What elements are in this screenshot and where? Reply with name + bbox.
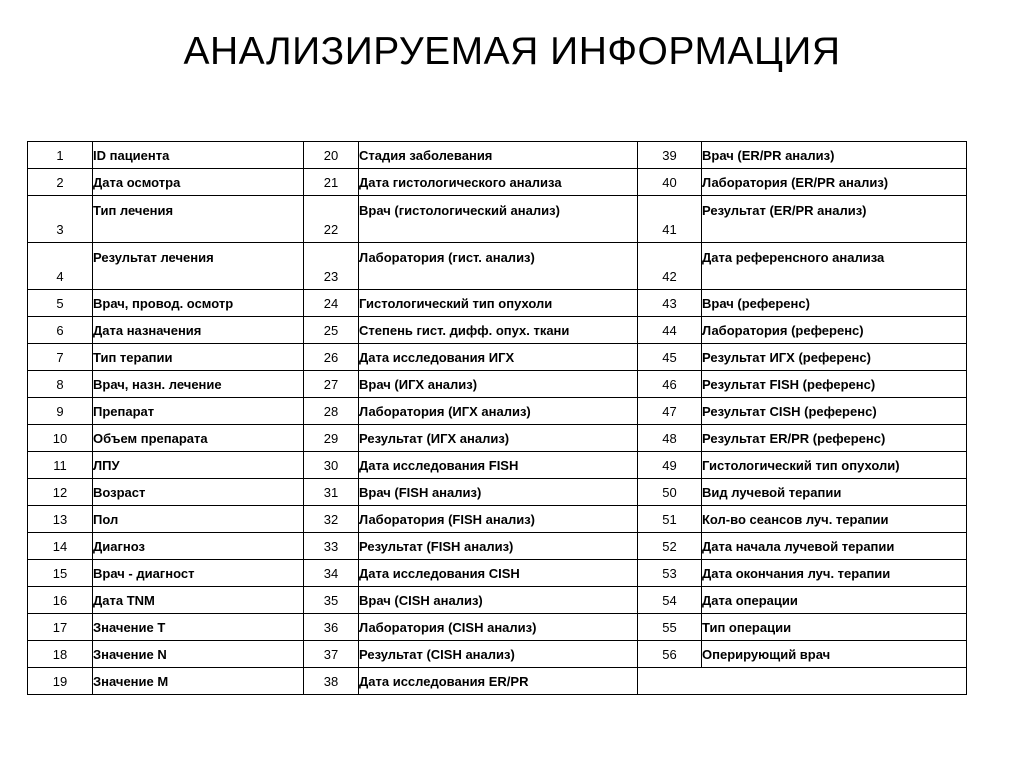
item-number: 19 [28, 668, 93, 695]
item-label: Врач, провод. осмотр [93, 290, 304, 317]
item-label: Тип терапии [93, 344, 304, 371]
item-label: Врач (гистологический анализ) [359, 196, 638, 243]
item-number: 33 [304, 533, 359, 560]
item-number: 44 [638, 317, 702, 344]
table-row [28, 243, 967, 290]
item-label: Значение M [93, 668, 304, 695]
item-number: 15 [28, 560, 93, 587]
item-label: Дата референсного анализа [702, 243, 967, 290]
item-label: Оперирующий врач [702, 641, 967, 668]
item-number: 32 [304, 506, 359, 533]
item-number: 11 [28, 452, 93, 479]
item-label: Значение N [93, 641, 304, 668]
item-label: Врач (ER/PR анализ) [702, 142, 967, 169]
item-label: Дата назначения [93, 317, 304, 344]
item-number: 23 [304, 243, 359, 290]
item-number: 4 [28, 243, 93, 290]
item-label: Результат ER/PR (референс) [702, 425, 967, 452]
item-label: Степень гист. дифф. опух. ткани [359, 317, 638, 344]
table-row [28, 533, 967, 560]
item-number: 26 [304, 344, 359, 371]
table-row [28, 425, 967, 452]
item-label: Врач (референс) [702, 290, 967, 317]
item-number: 12 [28, 479, 93, 506]
item-label: Дата исследования CISH [359, 560, 638, 587]
item-number: 17 [28, 614, 93, 641]
table-row [28, 614, 967, 641]
item-label: Врач (FISH анализ) [359, 479, 638, 506]
item-label: Дата начала лучевой терапии [702, 533, 967, 560]
item-number: 35 [304, 587, 359, 614]
table-row [28, 344, 967, 371]
item-label: Объем препарата [93, 425, 304, 452]
table-row [28, 371, 967, 398]
item-number: 51 [638, 506, 702, 533]
item-label: Гистологический тип опухоли [359, 290, 638, 317]
item-number: 49 [638, 452, 702, 479]
item-label: Дата исследования ER/PR [359, 668, 638, 695]
item-number: 34 [304, 560, 359, 587]
item-label: Дата исследования FISH [359, 452, 638, 479]
item-label: Врач (ИГХ анализ) [359, 371, 638, 398]
table-row [28, 560, 967, 587]
item-number: 56 [638, 641, 702, 668]
item-number: 21 [304, 169, 359, 196]
item-number: 28 [304, 398, 359, 425]
item-label: Результат (CISH анализ) [359, 641, 638, 668]
item-label: Врач - диагност [93, 560, 304, 587]
item-number: 30 [304, 452, 359, 479]
item-label: Результат CISH (референс) [702, 398, 967, 425]
item-number: 9 [28, 398, 93, 425]
item-number: 41 [638, 196, 702, 243]
table-row [28, 641, 967, 668]
table-row [28, 479, 967, 506]
item-label: Результат (FISH анализ) [359, 533, 638, 560]
item-label: Возраст [93, 479, 304, 506]
item-number: 42 [638, 243, 702, 290]
table-row [28, 668, 967, 695]
item-number: 7 [28, 344, 93, 371]
item-number: 50 [638, 479, 702, 506]
item-number: 53 [638, 560, 702, 587]
item-label: Лаборатория (CISH анализ) [359, 614, 638, 641]
item-number: 29 [304, 425, 359, 452]
item-number: 36 [304, 614, 359, 641]
item-number: 8 [28, 371, 93, 398]
item-label: Результат лечения [93, 243, 304, 290]
item-number: 43 [638, 290, 702, 317]
item-label: Диагноз [93, 533, 304, 560]
item-label: Тип операции [702, 614, 967, 641]
item-number: 47 [638, 398, 702, 425]
item-number: 25 [304, 317, 359, 344]
item-number: 46 [638, 371, 702, 398]
item-label: Результат (ER/PR анализ) [702, 196, 967, 243]
table-row [28, 317, 967, 344]
item-number: 13 [28, 506, 93, 533]
item-label: Дата окончания луч. терапии [702, 560, 967, 587]
table-row [28, 196, 967, 243]
item-number: 45 [638, 344, 702, 371]
item-number: 16 [28, 587, 93, 614]
item-label: Результат (ИГХ анализ) [359, 425, 638, 452]
table-row [28, 398, 967, 425]
item-label: Дата гистологического анализа [359, 169, 638, 196]
item-label: Кол-во сеансов луч. терапии [702, 506, 967, 533]
item-number: 18 [28, 641, 93, 668]
item-label: Лаборатория (ИГХ анализ) [359, 398, 638, 425]
item-number: 20 [304, 142, 359, 169]
item-number: 14 [28, 533, 93, 560]
item-label: Пол [93, 506, 304, 533]
item-number: 40 [638, 169, 702, 196]
item-number: 54 [638, 587, 702, 614]
item-number: 48 [638, 425, 702, 452]
item-number: 27 [304, 371, 359, 398]
item-label: Результат FISH (референс) [702, 371, 967, 398]
item-label: ID пациента [93, 142, 304, 169]
item-label: Лаборатория (ER/PR анализ) [702, 169, 967, 196]
item-label: Гистологический тип опухоли) [702, 452, 967, 479]
item-label: Дата исследования ИГХ [359, 344, 638, 371]
item-label: Дата осмотра [93, 169, 304, 196]
item-number: 2 [28, 169, 93, 196]
item-number: 37 [304, 641, 359, 668]
item-number: 38 [304, 668, 359, 695]
item-label: Врач (CISH анализ) [359, 587, 638, 614]
table-row [28, 452, 967, 479]
item-label: Лаборатория (референс) [702, 317, 967, 344]
item-label: Тип лечения [93, 196, 304, 243]
item-number: 5 [28, 290, 93, 317]
table-row [28, 142, 967, 169]
empty-cell [638, 668, 967, 695]
item-number: 52 [638, 533, 702, 560]
table-row [28, 290, 967, 317]
item-label: Лаборатория (гист. анализ) [359, 243, 638, 290]
item-number: 55 [638, 614, 702, 641]
item-label: Врач, назн. лечение [93, 371, 304, 398]
info-table [27, 141, 967, 695]
item-number: 31 [304, 479, 359, 506]
item-number: 3 [28, 196, 93, 243]
page-title: АНАЛИЗИРУЕМАЯ ИНФОРМАЦИЯ [183, 30, 841, 73]
item-label: ЛПУ [93, 452, 304, 479]
item-label: Дата операции [702, 587, 967, 614]
item-label: Значение T [93, 614, 304, 641]
item-number: 24 [304, 290, 359, 317]
table-row [28, 169, 967, 196]
item-number: 10 [28, 425, 93, 452]
item-label: Результат ИГХ (референс) [702, 344, 967, 371]
info-table-body [28, 142, 967, 695]
item-label: Лаборатория (FISH анализ) [359, 506, 638, 533]
item-number: 22 [304, 196, 359, 243]
item-number: 1 [28, 142, 93, 169]
table-row [28, 506, 967, 533]
item-number: 6 [28, 317, 93, 344]
item-number: 39 [638, 142, 702, 169]
item-label: Стадия заболевания [359, 142, 638, 169]
item-label: Дата TNM [93, 587, 304, 614]
item-label: Вид лучевой терапии [702, 479, 967, 506]
table-row [28, 587, 967, 614]
item-label: Препарат [93, 398, 304, 425]
